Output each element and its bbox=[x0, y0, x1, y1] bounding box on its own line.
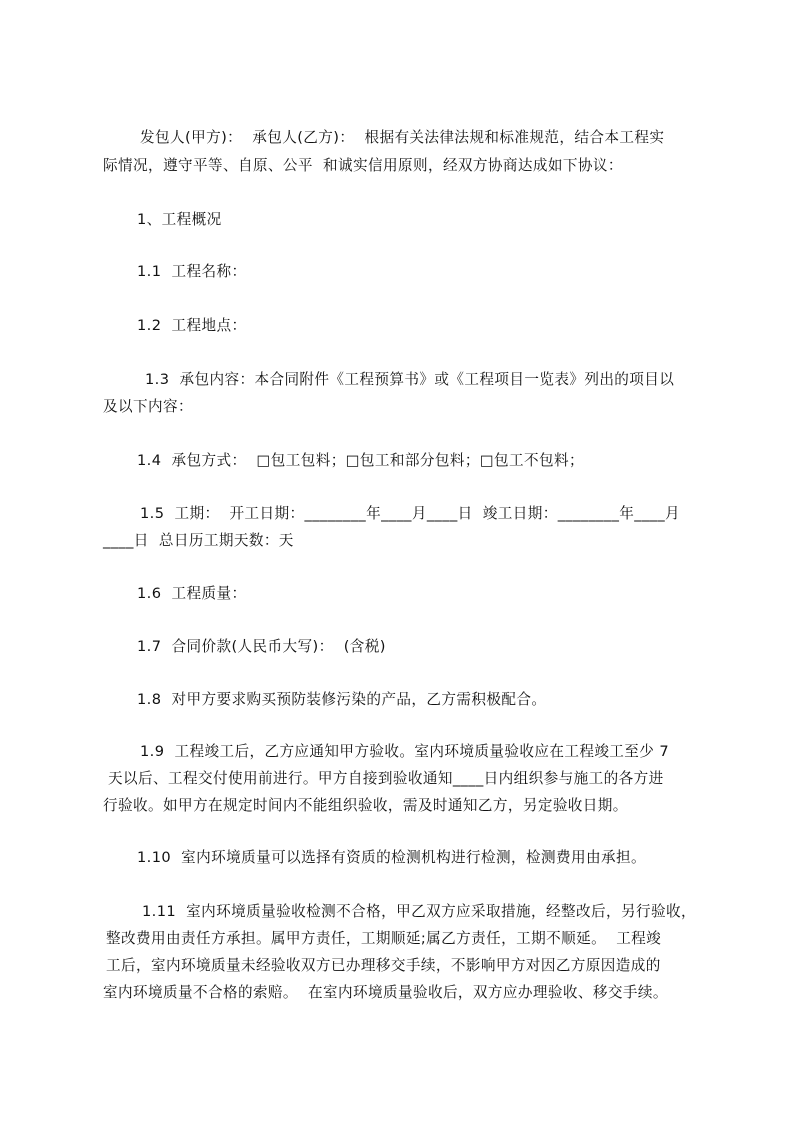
text-line: 行验收。如甲方在规定时间内不能组织验收，需及时通知乙方，另定验收日期。 bbox=[103, 797, 628, 814]
clause-1-7: 1.7 合同价款(人民币大写)： (含税) bbox=[137, 638, 386, 655]
text-line: ____日 总日历工期天数：天 bbox=[103, 532, 294, 549]
clause-1-10: 1.10 室内环境质量可以选择有资质的检测机构进行检测，检测费用由承担。 bbox=[137, 849, 646, 866]
section-heading: 1、工程概况 bbox=[137, 211, 222, 228]
text-line: 1.3 承包内容：本合同附件《工程预算书》或《工程项目一览表》列出的项目以 bbox=[145, 371, 675, 388]
text-line: 发包人(甲方)： 承包人(乙方)： 根据有关法律法规和标准规范，结合本工程实 bbox=[140, 129, 665, 146]
clause-1-6: 1.6 工程质量： bbox=[137, 585, 247, 602]
clause-1-4: 1.4 承包方式： □包工包料；□包工和部分包料；□包工不包料； bbox=[137, 452, 584, 469]
text-line: 天以后、工程交付使用前进行。甲方自接到验收通知____日内组织参与施工的各方进 bbox=[108, 770, 664, 787]
text-line: 1.11 室内环境质量验收检测不合格，甲乙双方应采取措施，经整改后，另行验收， bbox=[142, 903, 696, 920]
text-line: 工后，室内环境质量未经验收双方已办理移交手续，不影响甲方对因乙方原因造成的 bbox=[106, 957, 661, 974]
text-line: 室内环境质量不合格的索赔。 在室内环境质量验收后，双方应办理验收、移交手续。 bbox=[103, 984, 668, 1001]
text-line: 际情况，遵守平等、自原、公平 和诚实信用原则，经双方协商达成如下协议： bbox=[103, 157, 623, 174]
clause-1-8: 1.8 对甲方要求购买预防装修污染的产品，乙方需积极配合。 bbox=[137, 691, 547, 708]
text-line: 1.5 工期： 开工日期：________年____月____日 竣工日期：________年____月 bbox=[140, 505, 681, 522]
clause-1-1: 1.1 工程名称： bbox=[137, 263, 247, 280]
clause-1-2: 1.2 工程地点： bbox=[137, 317, 247, 334]
text-line: 整改费用由责任方承担。属甲方责任，工期顺延;属乙方责任，工期不顺延。 工程竣 bbox=[106, 930, 662, 947]
text-line: 1.9 工程竣工后，乙方应通知甲方验收。室内环境质量验收应在工程竣工至少 7 bbox=[140, 743, 670, 760]
text-line: 及以下内容： bbox=[103, 398, 193, 415]
